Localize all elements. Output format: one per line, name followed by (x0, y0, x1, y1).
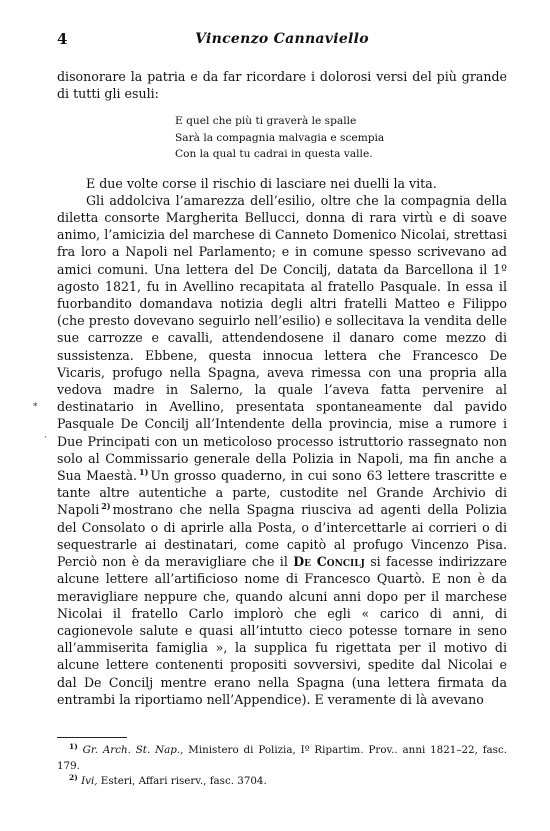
main-text (57, 68, 507, 708)
paragraph-duels: E due volte corse il rischio di lasciare nei duelli la vita. (86, 175, 437, 191)
smallcaps-name: De Concilj (293, 554, 365, 570)
verse-line-3: Con la qual tu cadrai in questa valle. (175, 148, 373, 161)
paragraph-exile-part2: Un grosso quaderno, in cui sono 63 lettere trascritte e tante altre autentiche a parte, custodite nel Grande Archivio di Napoli (57, 468, 507, 518)
footnote-1-source: Gr. Arch. St. Nap., (82, 744, 184, 756)
page-header (57, 30, 507, 52)
paragraph-exile (57, 192, 507, 708)
paragraph-exile-part3: mostrano che nella Spagna riusciva ad agenti della Polizia del Consolato o di aprirle alla Posta, o d’intercettarle ai corrieri o di sequestrarle ai destinatari, come capitò al profugo Vincenzo Pisa. Perciò non è da meravigliare che il (57, 502, 507, 570)
paragraph-exile-part4: si facesse indirizzare alcune lettere all’artificioso nome di Francesco Quartò. E non è da meravigliare neppure che, quando alcuni anni dopo per il marchese Nicolai il fratello Carlo implorò che egli « carico di anni, di cagionevole salute e quasi all’intutto cieco potesse tornare in seno all’ammiserita famiglia », la supplica fu rigettata per il motivo di alcune lettere contenenti propositi sovversivi, spedite dal Nicolai e dal De Concilj mentre erano nella Spagna (una lettera firmata da entrambi la riportiamo nell’Appendice). E veramente di là avevano (57, 554, 507, 707)
verse-quotation (175, 113, 507, 162)
footnote-1-text: Ministero di Polizia, Iº Ripartim. Prov.. anni 1821–22, fasc. 179. (57, 744, 508, 772)
running-head: Vincenzo Cannaviello (195, 31, 369, 47)
footnote-rule (57, 737, 127, 738)
paragraph-exile-part1: Gli addolciva l’amarezza dell’esilio, oltre che la compagnia della diletta consorte Margherita Bellucci, donna di rara virtù e di soave animo, l’amicizia del marchese di Canneto Domenico Nicolai, strettasi fra loro a Napoli nel Parlamento; e in comune spesso scrivevano ad amici comuni. Una lettera del De Concilj, datata da Barcellona il 1º agosto 1821, fu in Avellino recapitata al fratello Pasquale. In essa il fuorbandito domandava notizia degli altri fratelli Matteo e Filippo (che presto dovevano seguirlo nell’esilio) e sollecitava la vendita delle sue carrozze e cavalli, attendendosene il danaro come mezzo di sussistenza. Ebbene, questa innocua lettera che Francesco De Vicaris, profugo nella Spagna, aveva rimessa con una propria alla vedova madre in Salerno, la quale l’aveva fatta pervenire al destinatario in Avellino, presentata spontaneamente dal pavido Pasquale De Concilj all’Intendente della provincia, mise a rumore i Due Principati con un meticoloso processo istruttorio rassegnato non solo al Commissario generale della Polizia in Napoli, ma fin anche a Sua Maestà. (57, 192, 507, 484)
footnote-1 (57, 743, 507, 774)
footnotes (57, 743, 507, 790)
intro-line: disonorare la patria e da far ricordare i dolorosi versi del più grande di tutti gli esuli: (57, 69, 507, 102)
footnote-ref-1: 1) (139, 467, 149, 478)
verse-line-2: Sarà la compagnia malvagia e scempia (175, 131, 385, 144)
footnote-2-text: Esteri, Affari riserv., fasc. 3704. (100, 775, 267, 787)
footnote-2-source: Ivi, (81, 775, 98, 787)
footnote-2-mark: 2) (69, 773, 78, 782)
verse-line-1: E quel che più ti graverà le spalle (175, 115, 357, 128)
margin-dot: · (44, 433, 47, 443)
footnote-1-mark: 1) (69, 742, 78, 751)
footnote-2 (57, 774, 507, 790)
page-number: 4 (57, 30, 68, 48)
footnote-ref-2: 2) (101, 501, 111, 512)
margin-speck: ⁎ (33, 399, 38, 409)
